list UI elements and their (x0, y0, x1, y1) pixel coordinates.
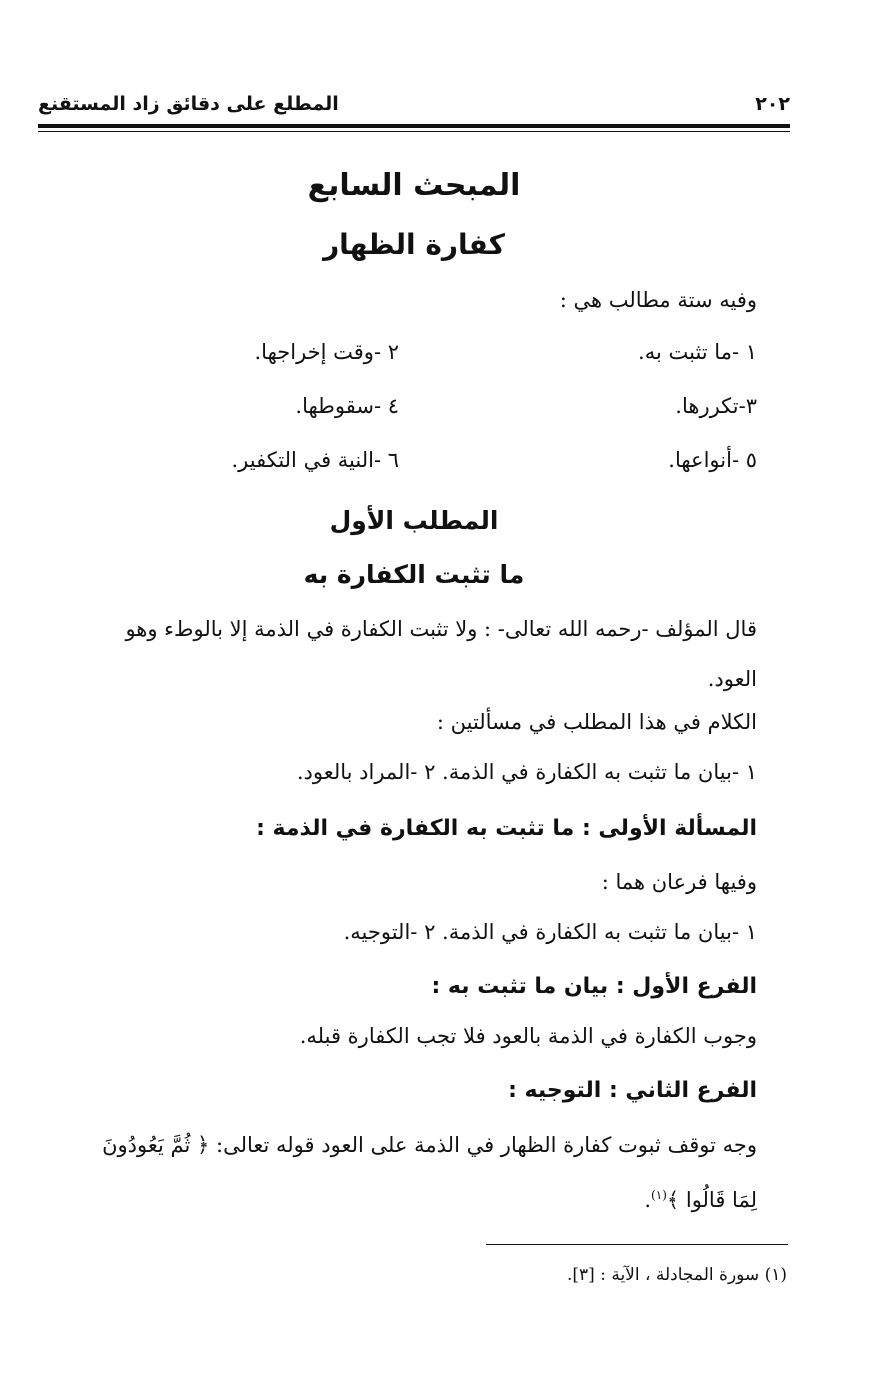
author-quote (37, 604, 757, 704)
footnote: (١) سورة المجادلة ، الآية : [٣]. (566, 1265, 787, 1285)
list-item: ٥ -أنواعها. (668, 448, 757, 472)
branches-list: ١ -بيان ما تثبت به الكفارة في الذمة. ٢ -التوجيه. (343, 920, 757, 944)
header-rule-thin (38, 131, 790, 132)
quran-quote-end: لِمَا قَالُوا ﴾ (666, 1188, 757, 1212)
list-item: ٢ -وقت إخراجها. (254, 340, 399, 364)
section-intro: وفيه ستة مطالب هي : (559, 288, 757, 312)
list-item: ٣-تكررها. (675, 394, 757, 418)
branch2-heading: الفرع الثاني : التوجيه : (508, 1078, 757, 1103)
header-rule-thick (38, 124, 790, 128)
masala-heading: المسألة الأولى : ما تثبت به الكفارة في الذمة : (256, 816, 757, 841)
author-quote-line: العود. (707, 667, 757, 691)
list-item: ٤ -سقوطها. (295, 394, 399, 418)
page-number: ٢٠٢ (755, 93, 790, 115)
branch2-text-line (37, 1170, 757, 1225)
section-title: المبحث السابع (307, 168, 521, 203)
branch2-text-line: وجه توقف ثبوت كفارة الظهار في الذمة على العود قوله تعالى: ﴿ ثُمَّ يَعُودُونَ (102, 1133, 757, 1157)
branch2-text (37, 1120, 757, 1225)
footnote-rule (486, 1244, 788, 1245)
branches-intro: وفيها فرعان هما : (601, 870, 757, 894)
book-title: المطلع على دقائق زاد المستقنع (38, 93, 339, 115)
section-subtitle: كفارة الظهار (323, 228, 505, 261)
list-item: ٦ -النية في التكفير. (231, 448, 399, 472)
branch1-heading: الفرع الأول : بيان ما تثبت به : (431, 974, 757, 999)
matlab-subtitle: ما تثبت الكفارة به (303, 560, 525, 589)
footnote-ref: (١) (651, 1188, 667, 1202)
matlab-title: المطلب الأول (329, 506, 499, 535)
sentence-end: . (644, 1188, 652, 1212)
issues-intro: الكلام في هذا المطلب في مسألتين : (436, 710, 757, 734)
author-quote-line: قال المؤلف -رحمه الله تعالى- : ولا تثبت الكفارة في الذمة إلا بالوطء وهو (125, 617, 757, 641)
issues-list: ١ -بيان ما تثبت به الكفارة في الذمة. ٢ -المراد بالعود. (296, 760, 757, 784)
list-item: ١ -ما تثبت به. (638, 340, 757, 364)
branch1-text: وجوب الكفارة في الذمة بالعود فلا تجب الكفارة قبله. (299, 1024, 757, 1048)
page-header (38, 88, 790, 120)
